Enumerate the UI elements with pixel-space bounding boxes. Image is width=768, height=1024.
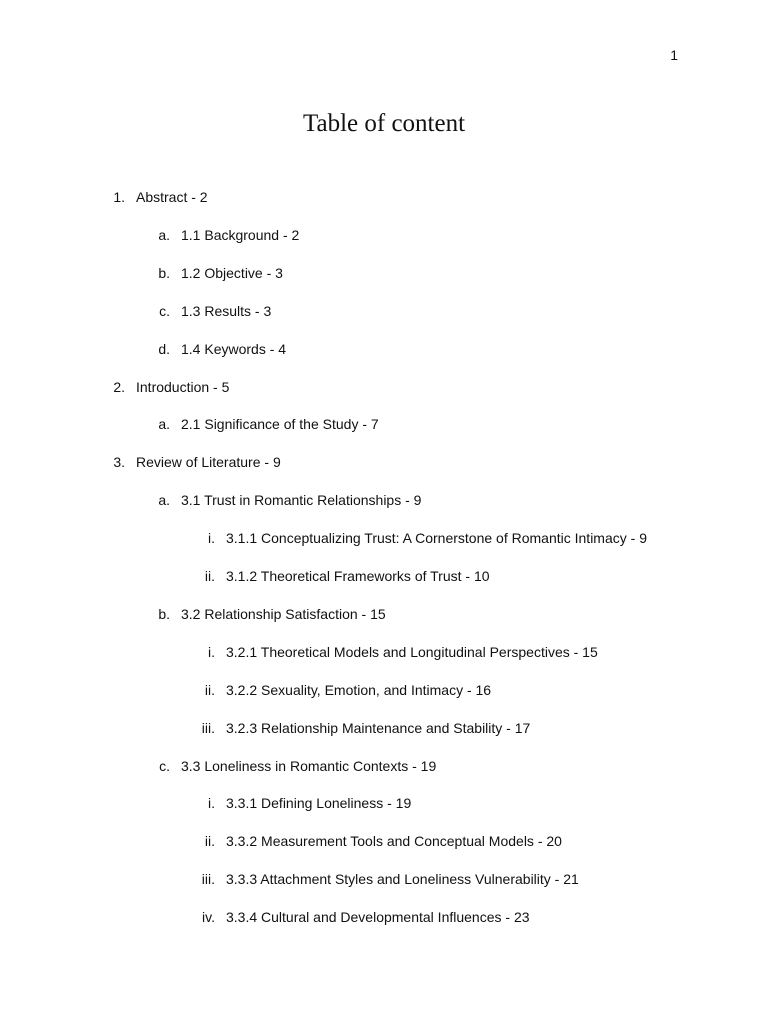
toc-entry-text: 3.3.1 Defining Loneliness - 19 [226, 795, 412, 811]
toc-entry [191, 831, 562, 851]
toc-entry-text: 3.2 Relationship Satisfaction - 15 [181, 606, 386, 622]
toc-entry-marker: 2. [113, 379, 125, 395]
toc-entry [191, 907, 530, 927]
toc-entry-text: 1.2 Objective - 3 [181, 265, 283, 281]
toc-entry [101, 187, 208, 207]
toc-entry-marker: a. [158, 492, 170, 508]
toc-entry [191, 566, 490, 586]
toc-entry [191, 680, 491, 700]
toc-entry-text: 3.3.3 Attachment Styles and Loneliness Vulnerability - 21 [226, 871, 579, 887]
toc-entry-marker: iii. [201, 720, 215, 736]
toc-entry [191, 793, 411, 813]
toc-entry-text: 3.3 Loneliness in Romantic Contexts - 19 [181, 758, 437, 774]
toc-entry [146, 604, 386, 624]
toc-entry-marker: c. [159, 303, 170, 319]
toc-entry-text: 3.2.2 Sexuality, Emotion, and Intimacy - 16 [226, 682, 492, 698]
toc-entry-text: 3.2.3 Relationship Maintenance and Stability - 17 [226, 720, 531, 736]
toc-entry [146, 414, 379, 434]
toc-entry [191, 642, 598, 662]
page-number: 1 [670, 47, 678, 63]
toc-entry-text: 3.2.1 Theoretical Models and Longitudinal Perspectives - 15 [226, 644, 598, 660]
toc-entry-marker: 3. [113, 454, 125, 470]
toc-entry [191, 869, 579, 889]
toc-entry-text: 3.3.2 Measurement Tools and Conceptual Models - 20 [226, 833, 562, 849]
toc-entry [146, 263, 283, 283]
toc-entry-text: 3.1 Trust in Romantic Relationships - 9 [181, 492, 422, 508]
toc-entry-marker: iii. [201, 871, 215, 887]
toc-entry-text: Review of Literature - 9 [136, 454, 281, 470]
toc-entry-text: Introduction - 5 [136, 379, 230, 395]
toc-entry [146, 301, 271, 321]
toc-entry [191, 528, 647, 548]
toc-entry-marker: i. [208, 644, 215, 660]
toc-entry-marker: a. [158, 416, 170, 432]
toc-entry-marker: ii. [204, 833, 215, 849]
toc-entry-text: 3.3.4 Cultural and Developmental Influences - 23 [226, 909, 530, 925]
toc-entry-text: 2.1 Significance of the Study - 7 [181, 416, 379, 432]
toc-entry [146, 225, 299, 245]
toc-entry [146, 339, 286, 359]
toc-entry [191, 718, 530, 738]
toc-entry-marker: a. [158, 227, 170, 243]
toc-entry-marker: 1. [113, 189, 125, 205]
toc-entry-text: 3.1.1 Conceptualizing Trust: A Cornerstone of Romantic Intimacy - 9 [226, 530, 647, 546]
toc-entry-text: 1.4 Keywords - 4 [181, 341, 287, 357]
toc-entry [146, 756, 436, 776]
toc-entry-marker: b. [158, 606, 170, 622]
page-title: Table of content [302, 110, 466, 137]
toc-entry [146, 490, 421, 510]
toc-entry [101, 377, 229, 397]
toc-entry-marker: c. [159, 758, 170, 774]
toc-entry-marker: i. [208, 795, 215, 811]
toc-entry-marker: ii. [204, 682, 215, 698]
toc-entry-marker: iv. [202, 909, 215, 925]
toc-entry-marker: i. [208, 530, 215, 546]
toc-entry-text: 1.1 Background - 2 [181, 227, 300, 243]
toc-entry-text: Abstract - 2 [136, 189, 208, 205]
toc-entry-marker: ii. [204, 568, 215, 584]
toc-entry-text: 1.3 Results - 3 [181, 303, 272, 319]
toc-entry-marker: b. [158, 265, 170, 281]
toc-entry [101, 452, 281, 472]
toc-entry-marker: d. [158, 341, 170, 357]
toc-entry-text: 3.1.2 Theoretical Frameworks of Trust - 10 [226, 568, 490, 584]
